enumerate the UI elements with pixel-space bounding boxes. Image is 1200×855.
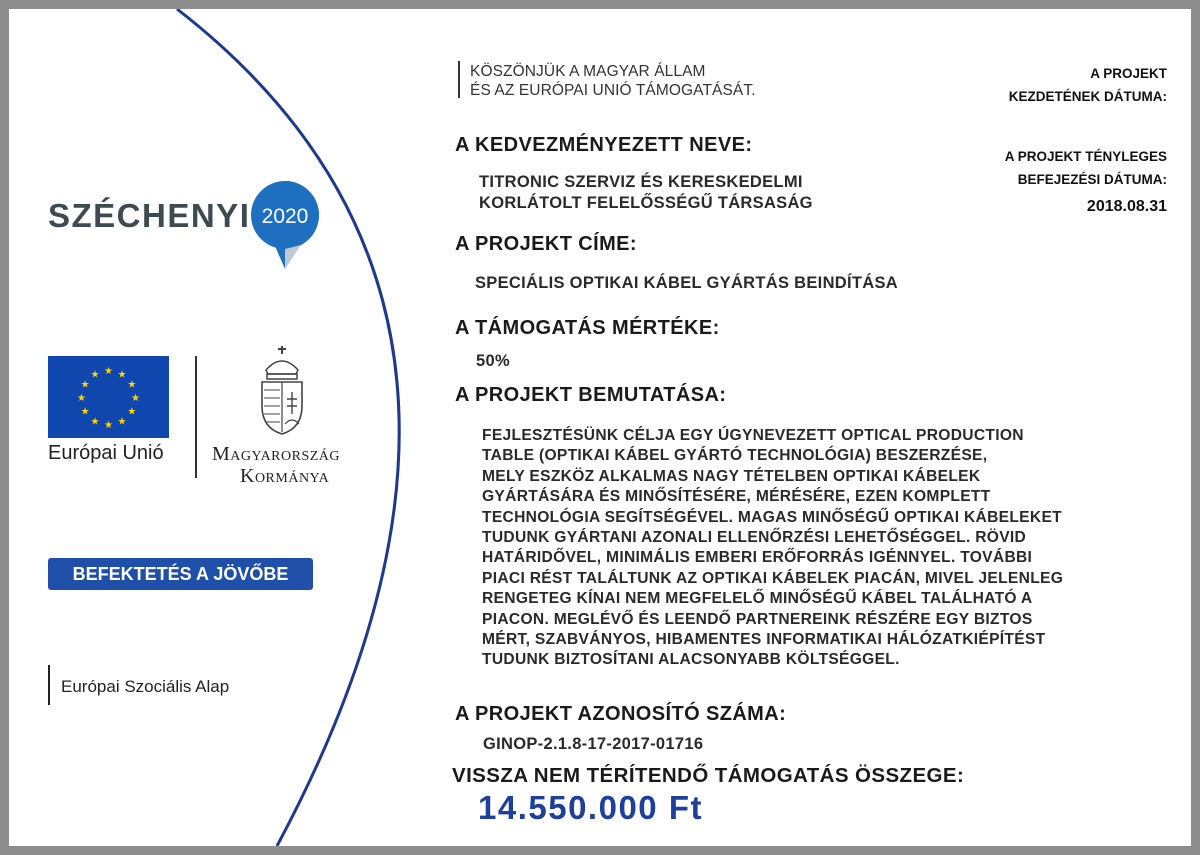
start-date-label: [1009, 62, 1167, 108]
description-line: FEJLESZTÉSÜNK CÉLJA EGY ÚGYNEVEZETT OPTICAL PRODUCTION: [482, 427, 1024, 444]
description-line: MELY ESZKÖZ ALKALMAS NAGY TÉTELBEN OPTIKAI KÁBELEK: [482, 467, 981, 485]
invest-banner: BEFEKTETÉS A JÖVŐBE: [48, 558, 313, 590]
description-line: MÉRT, SZABVÁNYOS, HIBAMENTES INFORMATIKAI HÁLÓZATKIÉPÍTÉST: [482, 631, 1046, 649]
support-rate-value: 50%: [476, 352, 510, 370]
svg-text:★: ★: [127, 379, 137, 391]
end-date-value: 2018.08.31: [1086, 198, 1167, 215]
description-line: TECHNOLÓGIA SEGÍTSÉGÉVEL. MAGAS MINŐSÉGŰ OPTIKAI KÁBELEKET: [482, 508, 1062, 526]
poster-sheet: [9, 9, 1191, 846]
grant-amount-heading: VISSZA NEM TÉRÍTENDŐ TÁMOGATÁS ÖSSZEGE:: [452, 764, 965, 787]
svg-text:★: ★: [77, 393, 86, 404]
description-text: [482, 426, 1122, 671]
description-line: GYÁRTÁSÁRA ÉS MINŐSÍTÉSÉRE, MÉRÉSÉRE, EZEN KOMPLETT: [482, 488, 991, 506]
svg-text:★: ★: [90, 369, 100, 381]
coat-of-arms-icon: [256, 344, 308, 436]
description-line: PIACI RÉST TALÁLTUNK AZ OPTIKAI KÁBELEK PIACÁN, MIVEL JELENLEG: [482, 569, 1064, 587]
support-rate-heading: A TÁMOGATÁS MÉRTÉKE:: [455, 317, 720, 339]
beneficiary-line1: TITRONIC SZERVIZ ÉS KERESKEDELMI: [479, 173, 803, 191]
start-label-line1: A PROJEKT: [1090, 66, 1167, 81]
description-line: TUDUNK GYÁRTANI AZONALI ELLENŐRZÉSI LEHETŐSÉGGEL. RÖVID: [482, 529, 1027, 547]
thanks-divider: [458, 61, 460, 98]
description-line: PIACON. MEGLÉVŐ ÉS LEENDŐ PARTNEREINK RÉSZÉRE EGY BIZTOS: [482, 610, 1033, 628]
svg-text:★: ★: [131, 393, 140, 404]
beneficiary-value: [479, 172, 813, 214]
esza-label: Európai Szociális Alap: [61, 677, 230, 696]
svg-text:★: ★: [117, 416, 127, 428]
end-date-label: [1005, 145, 1167, 191]
project-title-heading: A PROJEKT CÍME:: [455, 233, 637, 255]
svg-text:★: ★: [80, 406, 90, 418]
thanks-line1: KÖSZÖNJÜK A MAGYAR ÁLLAM: [470, 63, 706, 80]
svg-text:★: ★: [90, 416, 100, 428]
eu-flag: [48, 356, 169, 438]
svg-text:★: ★: [104, 366, 113, 377]
gov-line1: Magyarország: [212, 443, 341, 465]
szechenyi-pin-icon: [249, 179, 321, 271]
beneficiary-line2: KORLÁTOLT FELELŐSSÉGŰ TÁRSASÁG: [479, 194, 813, 212]
eu-label: Európai Unió: [48, 442, 164, 464]
project-id-value: GINOP-2.1.8-17-2017-01716: [483, 735, 704, 753]
thanks-text: [470, 62, 756, 100]
project-id-heading: A PROJEKT AZONOSÍTÓ SZÁMA:: [455, 703, 787, 725]
esza-divider: [48, 665, 50, 705]
svg-text:★: ★: [104, 420, 113, 431]
svg-text:★: ★: [127, 406, 137, 418]
project-title-value: SPECIÁLIS OPTIKAI KÁBEL GYÁRTÁS BEINDÍTÁSA: [475, 274, 898, 292]
beneficiary-heading: A KEDVEZMÉNYEZETT NEVE:: [455, 134, 753, 156]
description-line: TABLE (OPTIKAI KÁBEL GYÁRTÓ TECHNOLÓGIA) BESZERZÉSE,: [482, 447, 988, 465]
start-label-line2: KEZDETÉNEK DÁTUMA:: [1008, 89, 1167, 104]
eu-stars-icon: [48, 356, 169, 438]
szechenyi-logo-text: SZÉCHENYI: [48, 197, 251, 234]
description-line: TUDUNK BIZTOSÍTANI ALACSONYABB KÖLTSÉGGEL.: [482, 651, 900, 669]
description-line: RENGETEG KÍNAI NEM MEGFELELŐ MINŐSÉGŰ KÁBEL TALÁLHATÓ A: [482, 590, 1033, 608]
szechenyi-year: 2020: [261, 205, 309, 228]
svg-text:★: ★: [117, 369, 127, 381]
description-line: HATÁRIDŐVEL, MINIMÁLIS EMBERI ERŐFORRÁS IGÉNNYEL. TOVÁBBI: [482, 549, 1033, 567]
description-heading: A PROJEKT BEMUTATÁSA:: [455, 384, 727, 406]
gov-line2: Kormánya: [240, 465, 330, 487]
grant-amount-value: 14.550.000 Ft: [478, 789, 703, 826]
logo-divider: [195, 356, 197, 478]
svg-text:★: ★: [80, 379, 90, 391]
thanks-line2: ÉS AZ EURÓPAI UNIÓ TÁMOGATÁSÁT.: [470, 82, 756, 99]
end-label-line1: A PROJEKT TÉNYLEGES: [1004, 149, 1167, 164]
end-label-line2: BEFEJEZÉSI DÁTUMA:: [1017, 172, 1167, 187]
